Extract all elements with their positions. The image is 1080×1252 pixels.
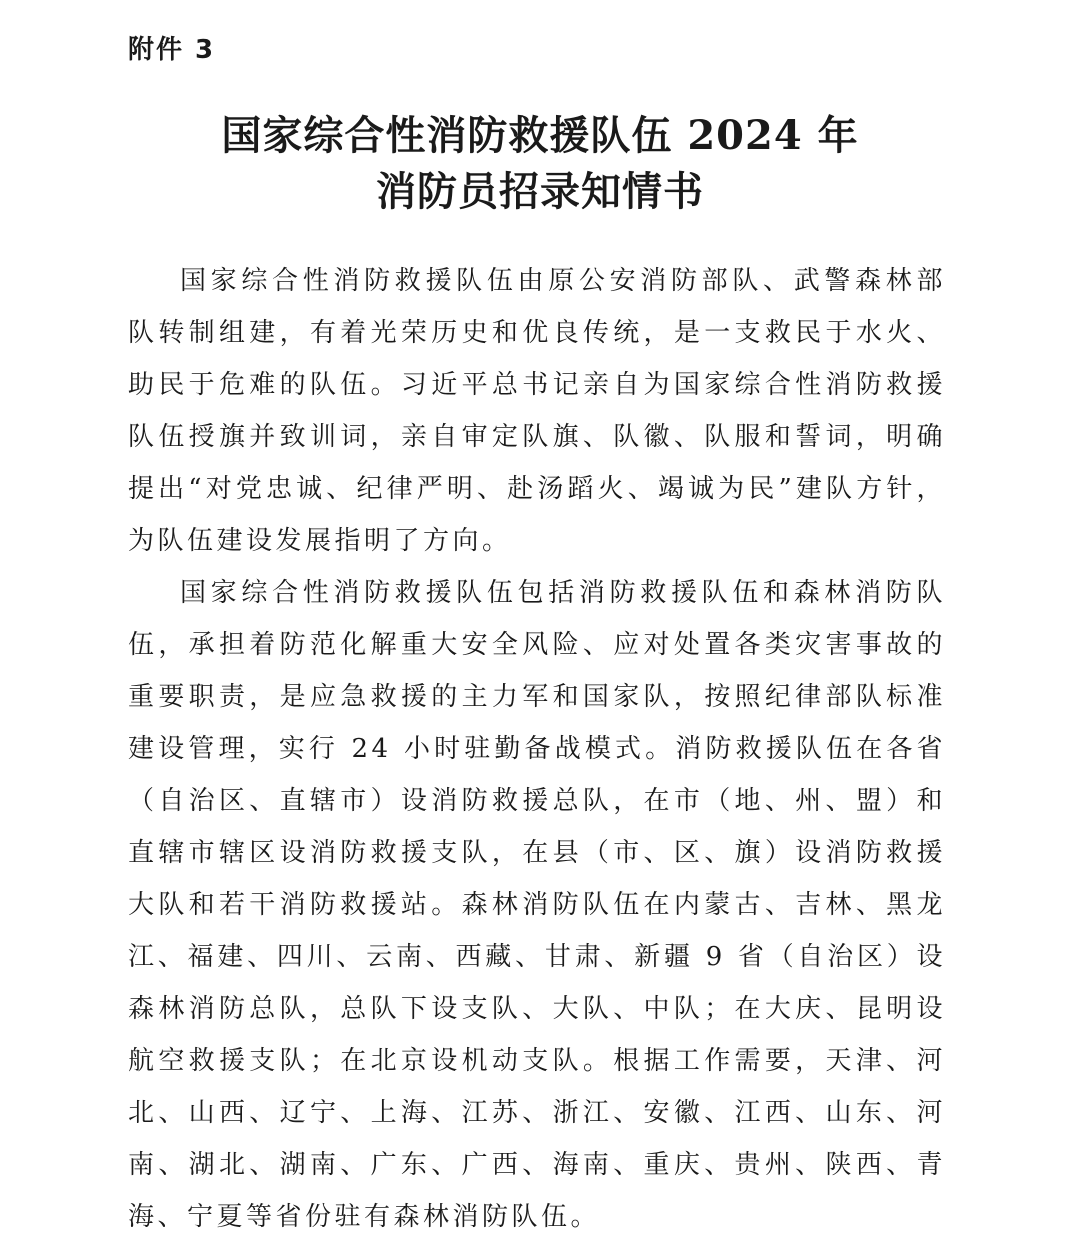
attachment-label: 附件 3 — [128, 35, 216, 65]
title-line-2: 消防员招录知情书 — [376, 168, 704, 215]
paragraph-1: 国家综合性消防救援队伍由原公安消防部队、武警森林部队转制组建，有着光荣历史和优良传统，是一支救民于水火、助民于危难的队伍。习近平总书记亲自为国家综合性消防救援队伍授旗并致训词，亲自审定队旗、队徽、队服和誓词，明确提出“对党忠诚、纪律严明、赴汤蹈火、竭诚为民”建队方针，为队伍建设发展指明了方向。 — [128, 266, 946, 556]
document-title — [0, 108, 1080, 220]
document-body — [128, 255, 946, 1243]
paragraph-2: 国家综合性消防救援队伍包括消防救援队伍和森林消防队伍，承担着防范化解重大安全风险、应对处置各类灾害事故的重要职责，是应急救援的主力军和国家队，按照纪律部队标准建设管理，实行 24 小时驻勤备战模式。消防救援队伍在各省（自治区、直辖市）设消防救援总队，在市（地、州、盟）和直辖市辖区设消防救援支队，在县（市、区、旗）设消防救援大队和若干消防救援站。森林消防队伍在内蒙古、吉林、黑龙江、福建、四川、云南、西藏、甘肃、新疆 9 省（自治区）设森林消防总队，总队下设支队、大队、中队；在大庆、昆明设航空救援支队；在北京设机动支队。根据工作需要，天津、河北、山西、辽宁、上海、江苏、浙江、安徽、江西、山东、河南、湖北、湖南、广东、广西、海南、重庆、贵州、陕西、青海、宁夏等省份驻有森林消防队伍。 — [128, 578, 946, 1232]
title-line-1: 国家综合性消防救援队伍 2024 年 — [221, 112, 859, 159]
